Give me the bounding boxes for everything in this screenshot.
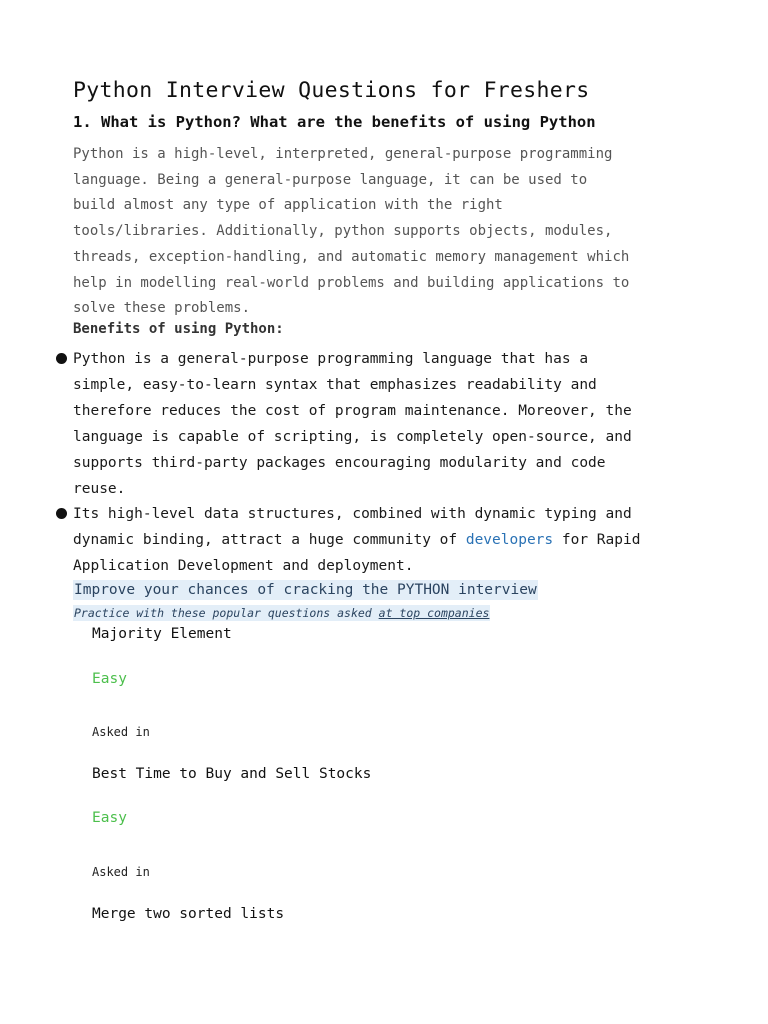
bullet-line: simple, easy-to-learn syntax that emphasizes readability and [73,376,597,393]
bullet-line: therefore reduces the cost of program maintenance. Moreover, the [73,402,632,419]
benefits-list [55,347,715,580]
problem-title[interactable]: Majority Element [92,626,232,642]
benefits-label: Benefits of using Python: [73,321,284,337]
top-companies-link[interactable]: at top companies [378,606,490,620]
bullet-line: Application Development and deployment. [73,558,414,575]
intro-line: build almost any type of application with the right [73,197,503,214]
bullet-line: reuse. [73,480,126,497]
bullet-line [73,528,715,554]
bullet-line: Its high-level data structures, combined with dynamic typing and [73,506,632,523]
bullet-text: for Rapid [553,532,641,549]
intro-line: help in modelling real-world problems and building applications to [73,274,630,291]
page-title: Python Interview Questions for Freshers [73,78,590,103]
intro-line: language. Being a general-purpose language, it can be used to [73,171,588,188]
difficulty-badge: Easy [92,810,127,826]
list-item [55,502,715,580]
intro-line: tools/libraries. Additionally, python supports objects, modules, [73,223,613,240]
developers-link[interactable]: developers [465,532,554,549]
intro-line: threads, exception-handling, and automatic memory management which [73,248,630,265]
bullet-line: supports third-party packages encouraging modularity and code [73,454,606,471]
asked-in-label: Asked in [92,865,150,879]
bullet-line: language is capable of scripting, is completely open-source, and [73,428,632,445]
intro-line: Python is a high-level, interpreted, general-purpose programming [73,146,613,162]
question-heading: 1. What is Python? What are the benefits of using Python [73,113,596,131]
bullet-icon [56,508,67,519]
promo-subtitle-text: Practice with these popular questions asked [74,606,379,620]
bullet-text: dynamic binding, attract a huge community of [73,532,466,549]
bullet-line: Python is a general-purpose programming language that has a [73,351,589,367]
difficulty-badge: Easy [92,671,127,687]
intro-paragraph [73,142,713,322]
bullet-icon [56,353,67,364]
list-item [55,347,715,502]
promo-title: Improve your chances of cracking the PYTHON interview [74,582,537,598]
promo-subtitle [73,605,490,621]
problem-title[interactable]: Best Time to Buy and Sell Stocks [92,766,372,782]
asked-in-label: Asked in [92,725,150,739]
intro-line: solve these problems. [73,300,251,317]
problem-title[interactable]: Merge two sorted lists [92,906,285,922]
